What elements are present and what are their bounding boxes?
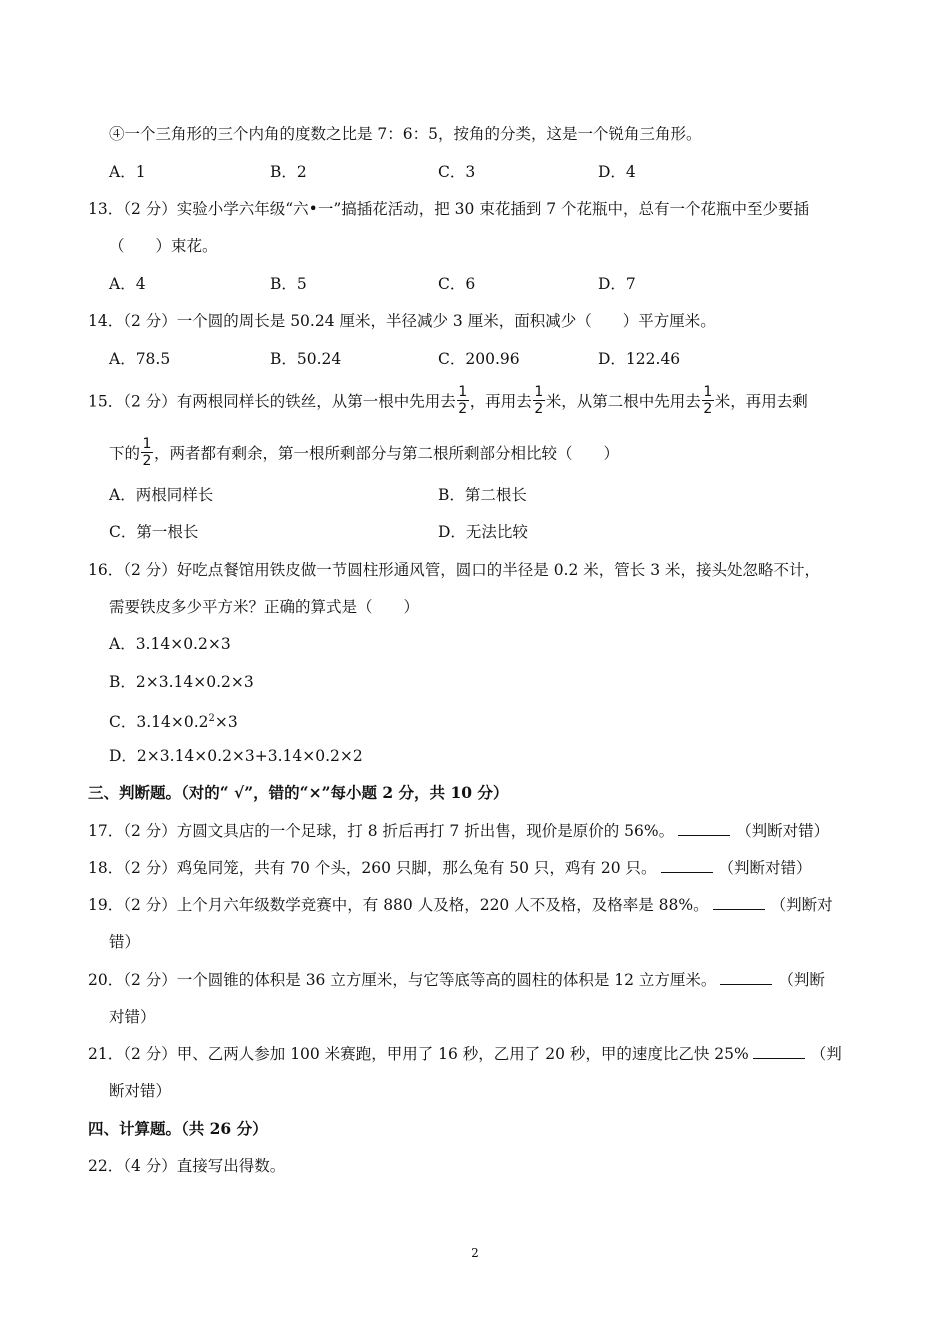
q21-line2: 断对错）	[109, 1082, 172, 1100]
page-number: 2	[471, 1246, 479, 1260]
q17-line: 17．（2 分）方圆文具店的一个足球，打 8 折后再打 7 折出售，现价是原价的 56%。 （判断对错）	[88, 822, 830, 840]
q15-option-b: B．第二根长	[438, 486, 527, 504]
q13-option-d: D．7	[598, 275, 636, 293]
q16-stem-line1: 16．（2 分）好吃点餐馆用铁皮做一节圆柱形通风管，圆口的半径是 0.2 米，管长 3 米，接头处忽略不计，	[88, 561, 820, 579]
q13-stem-line1: 13．（2 分）实验小学六年级“六•一”搞插花活动，把 30 束花插到 7 个花瓶中，总有一个花瓶中至少要插	[88, 200, 810, 218]
q22-stem: 22．（4 分）直接写出得数。	[88, 1157, 286, 1175]
q21-line1: 21．（2 分）甲、乙两人参加 100 米赛跑，甲用了 16 秒，乙用了 20 秒，甲的速度比乙快 25% （判	[88, 1045, 842, 1063]
q15-stem-line2: 下的 $\frac{1}{2}$ ，两者都有剩余，第一根所剩部分与第二根所剩部分相比较（ ）	[109, 436, 620, 469]
q18-line: 18．（2 分）鸡兔同笼，共有 70 个头，260 只脚，那么兔有 50 只，鸡有 20 只。 （判断对错）	[88, 859, 812, 877]
q14-option-b: B．50.24	[270, 350, 342, 368]
answer-blank[interactable]	[661, 860, 713, 873]
q16-option-a: A．3.14×0.2×3	[109, 635, 231, 653]
q14-option-a: A．78.5	[109, 350, 171, 368]
fraction-one-half: $\frac{1}{2}$	[534, 384, 544, 417]
fraction-one-half: $\frac{1}{2}$	[703, 384, 713, 417]
q20-line2: 对错）	[109, 1008, 156, 1026]
answer-blank[interactable]	[753, 1046, 805, 1059]
q13-option-b: B．5	[270, 275, 307, 293]
q16-stem-line2: 需要铁皮多少平方米？正确的算式是（ ）	[109, 598, 420, 616]
q15-option-c: C．第一根长	[109, 523, 199, 541]
fraction-one-half: $\frac{1}{2}$	[142, 436, 152, 469]
q14-option-d: D．122.46	[598, 350, 681, 368]
q12-option-a: A．1	[109, 163, 146, 181]
q16-option-d: D．2×3.14×0.2×3+3.14×0.2×2	[109, 747, 363, 765]
q16-option-c: C．$3.14\times 0.2^2\times 3$	[109, 713, 238, 732]
q13-stem-line2: （ ）束花。	[109, 237, 218, 255]
q12-option-b: B．2	[270, 163, 307, 181]
q13-option-c: C．6	[438, 275, 476, 293]
q13-option-a: A．4	[109, 275, 146, 293]
q15-stem-line1: 15．（2 分）有两根同样长的铁丝，从第一根中先用去 $\frac{1}{2}$ ，再用去 $\frac{1}{2}$ 米，从第二根中先用去 $\frac{1}{2}$ 米，再用去剩	[88, 384, 808, 417]
q20-line1: 20．（2 分）一个圆锥的体积是 36 立方厘米，与它等底等高的圆柱的体积是 12 立方厘米。 （判断	[88, 971, 825, 989]
q16-option-b: B．2×3.14×0.2×3	[109, 673, 254, 691]
answer-blank[interactable]	[678, 823, 730, 836]
q19-line1: 19．（2 分）上个月六年级数学竞赛中，有 880 人及格，220 人不及格，及格率是 88%。 （判断对	[88, 896, 833, 914]
q15-option-a: A．两根同样长	[109, 486, 214, 504]
q14-option-c: C．200.96	[438, 350, 520, 368]
fraction-one-half: $\frac{1}{2}$	[458, 384, 468, 417]
answer-blank[interactable]	[713, 897, 765, 910]
q12-option-c: C．3	[438, 163, 476, 181]
q12-option-d: D．4	[598, 163, 636, 181]
q12-statement-4: ④一个三角形的三个内角的度数之比是 7：6：5，按角的分类，这是一个锐角三角形。	[109, 125, 702, 143]
answer-blank[interactable]	[720, 972, 772, 985]
section-3-title: 三、判断题。（对的“ √”，错的“×”每小题 2 分，共 10 分）	[88, 783, 509, 802]
q14-stem: 14．（2 分）一个圆的周长是 50.24 厘米，半径减少 3 厘米，面积减少（ ）平方厘米。	[88, 312, 716, 330]
section-4-title: 四、计算题。（共 26 分）	[88, 1119, 268, 1138]
q19-line2: 错）	[109, 933, 141, 951]
q15-option-d: D．无法比较	[438, 523, 528, 541]
